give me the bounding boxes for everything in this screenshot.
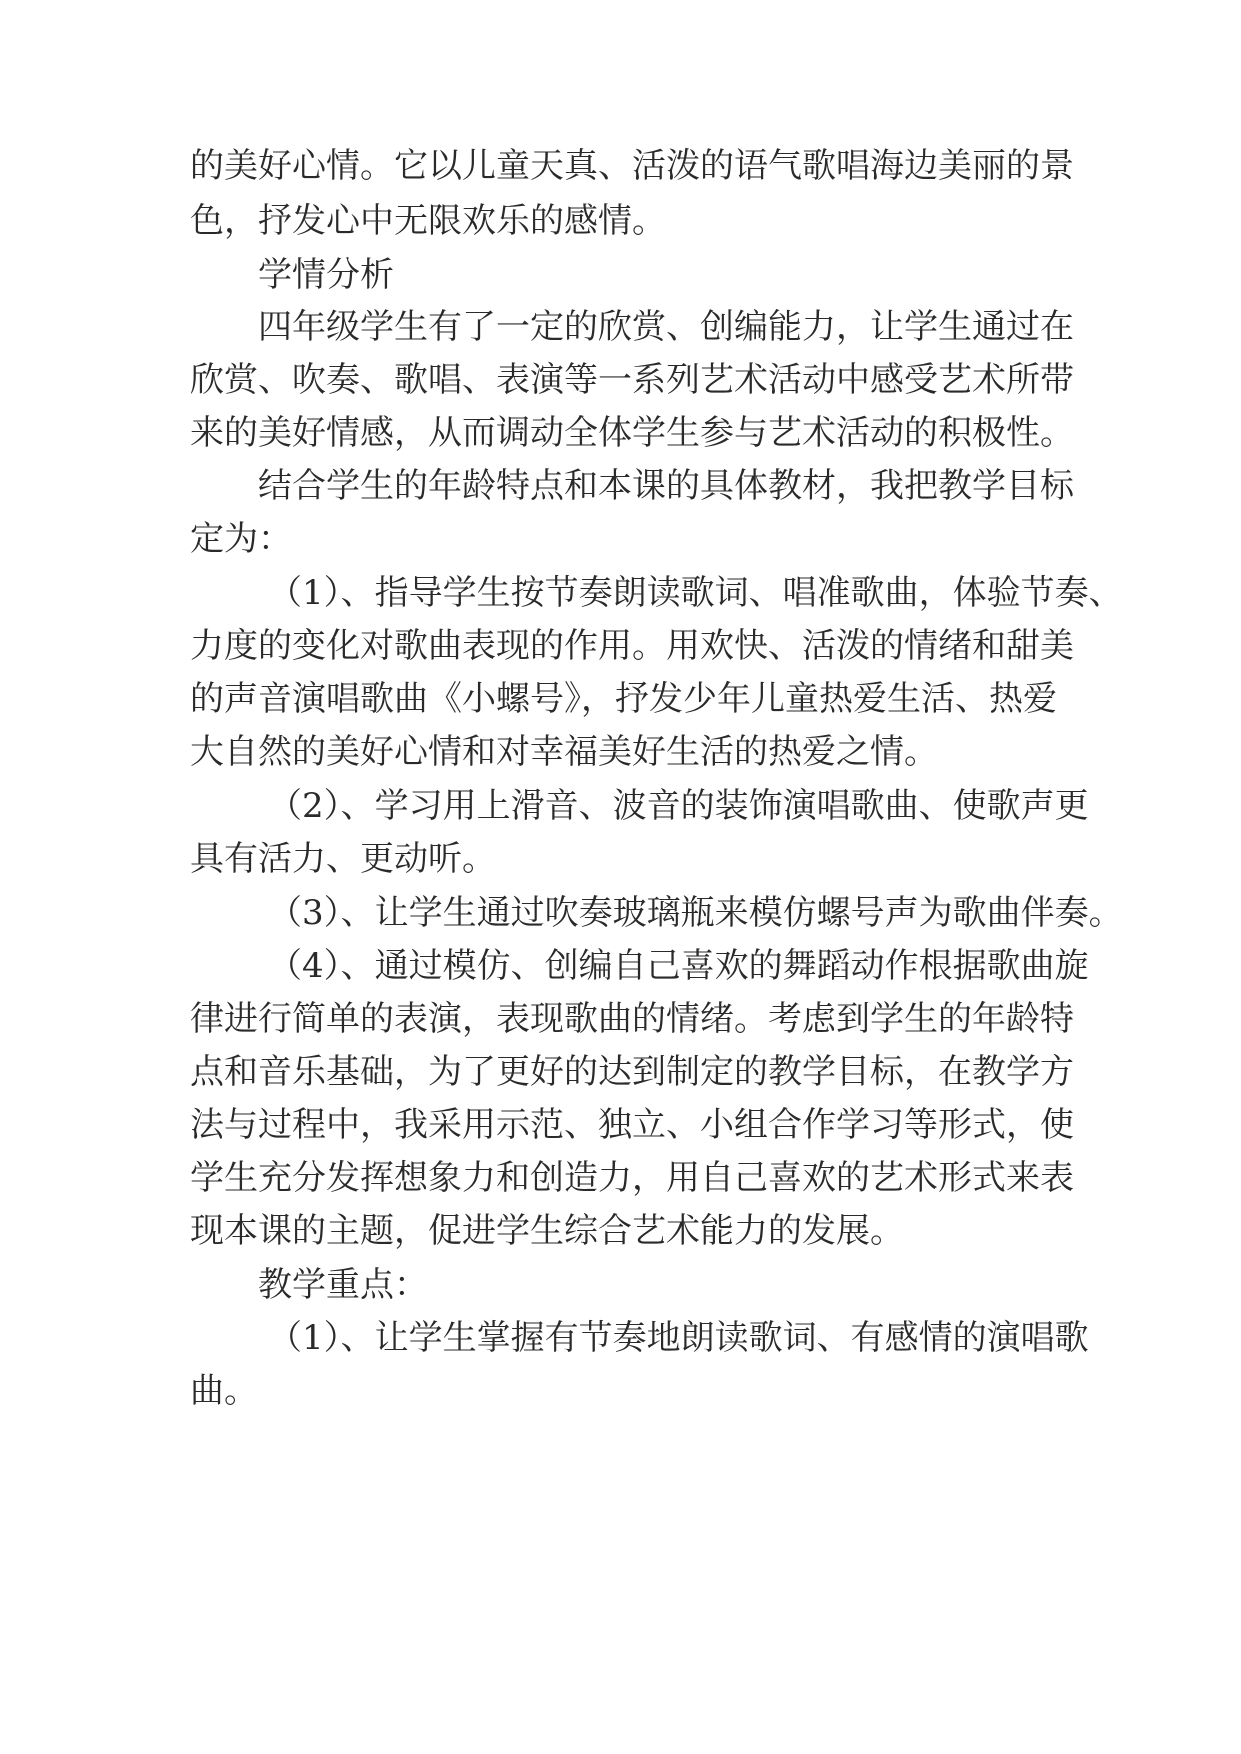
list-item: （1）、指导学生按节奏朗读歌词、唱准歌曲，体验节奏、: [268, 573, 1123, 613]
text-line: 力度的变化对歌曲表现的作用。用欢快、活泼的情绪和甜美: [190, 626, 1074, 666]
list-item: （1）、让学生掌握有节奏地朗读歌词、有感情的演唱歌: [268, 1318, 1089, 1358]
text-line: 学生充分发挥想象力和创造力，用自己喜欢的艺术形式来表: [190, 1158, 1074, 1198]
text-line: 具有活力、更动听。: [190, 839, 496, 879]
text-line: 大自然的美好心情和对幸福美好生活的热爱之情。: [190, 732, 938, 772]
text-line: 点和音乐基础，为了更好的达到制定的教学目标，在教学方: [190, 1052, 1074, 1092]
section-heading: 教学重点：: [258, 1265, 428, 1305]
text-line: 曲。: [190, 1371, 258, 1411]
text-line: 四年级学生有了一定的欣赏、创编能力，让学生通过在: [258, 307, 1074, 347]
text-line: 定为：: [190, 519, 292, 559]
section-heading: 学情分析: [258, 255, 394, 295]
list-item: （2）、学习用上滑音、波音的装饰演唱歌曲、使歌声更: [268, 786, 1089, 826]
list-item: （4）、通过模仿、创编自己喜欢的舞蹈动作根据歌曲旋: [268, 946, 1089, 986]
text-line: 法与过程中，我采用示范、独立、小组合作学习等形式，使: [190, 1105, 1074, 1145]
text-line: 的声音演唱歌曲《小螺号》，抒发少年儿童热爱生活、热爱: [190, 679, 1057, 719]
text-line: 律进行简单的表演，表现歌曲的情绪。考虑到学生的年龄特: [190, 999, 1074, 1039]
list-item: （3）、让学生通过吹奏玻璃瓶来模仿螺号声为歌曲伴奏。: [268, 893, 1123, 933]
text-line: 的美好心情。它以儿童天真、活泼的语气歌唱海边美丽的景: [190, 146, 1074, 186]
text-line: 欣赏、吹奏、歌唱、表演等一系列艺术活动中感受艺术所带: [190, 360, 1074, 400]
text-line: 现本课的主题，促进学生综合艺术能力的发展。: [190, 1211, 904, 1251]
text-line: 色，抒发心中无限欢乐的感情。: [190, 201, 666, 241]
text-line: 来的美好情感，从而调动全体学生参与艺术活动的积极性。: [190, 413, 1074, 453]
text-line: 结合学生的年龄特点和本课的具体教材，我把教学目标: [258, 466, 1074, 506]
